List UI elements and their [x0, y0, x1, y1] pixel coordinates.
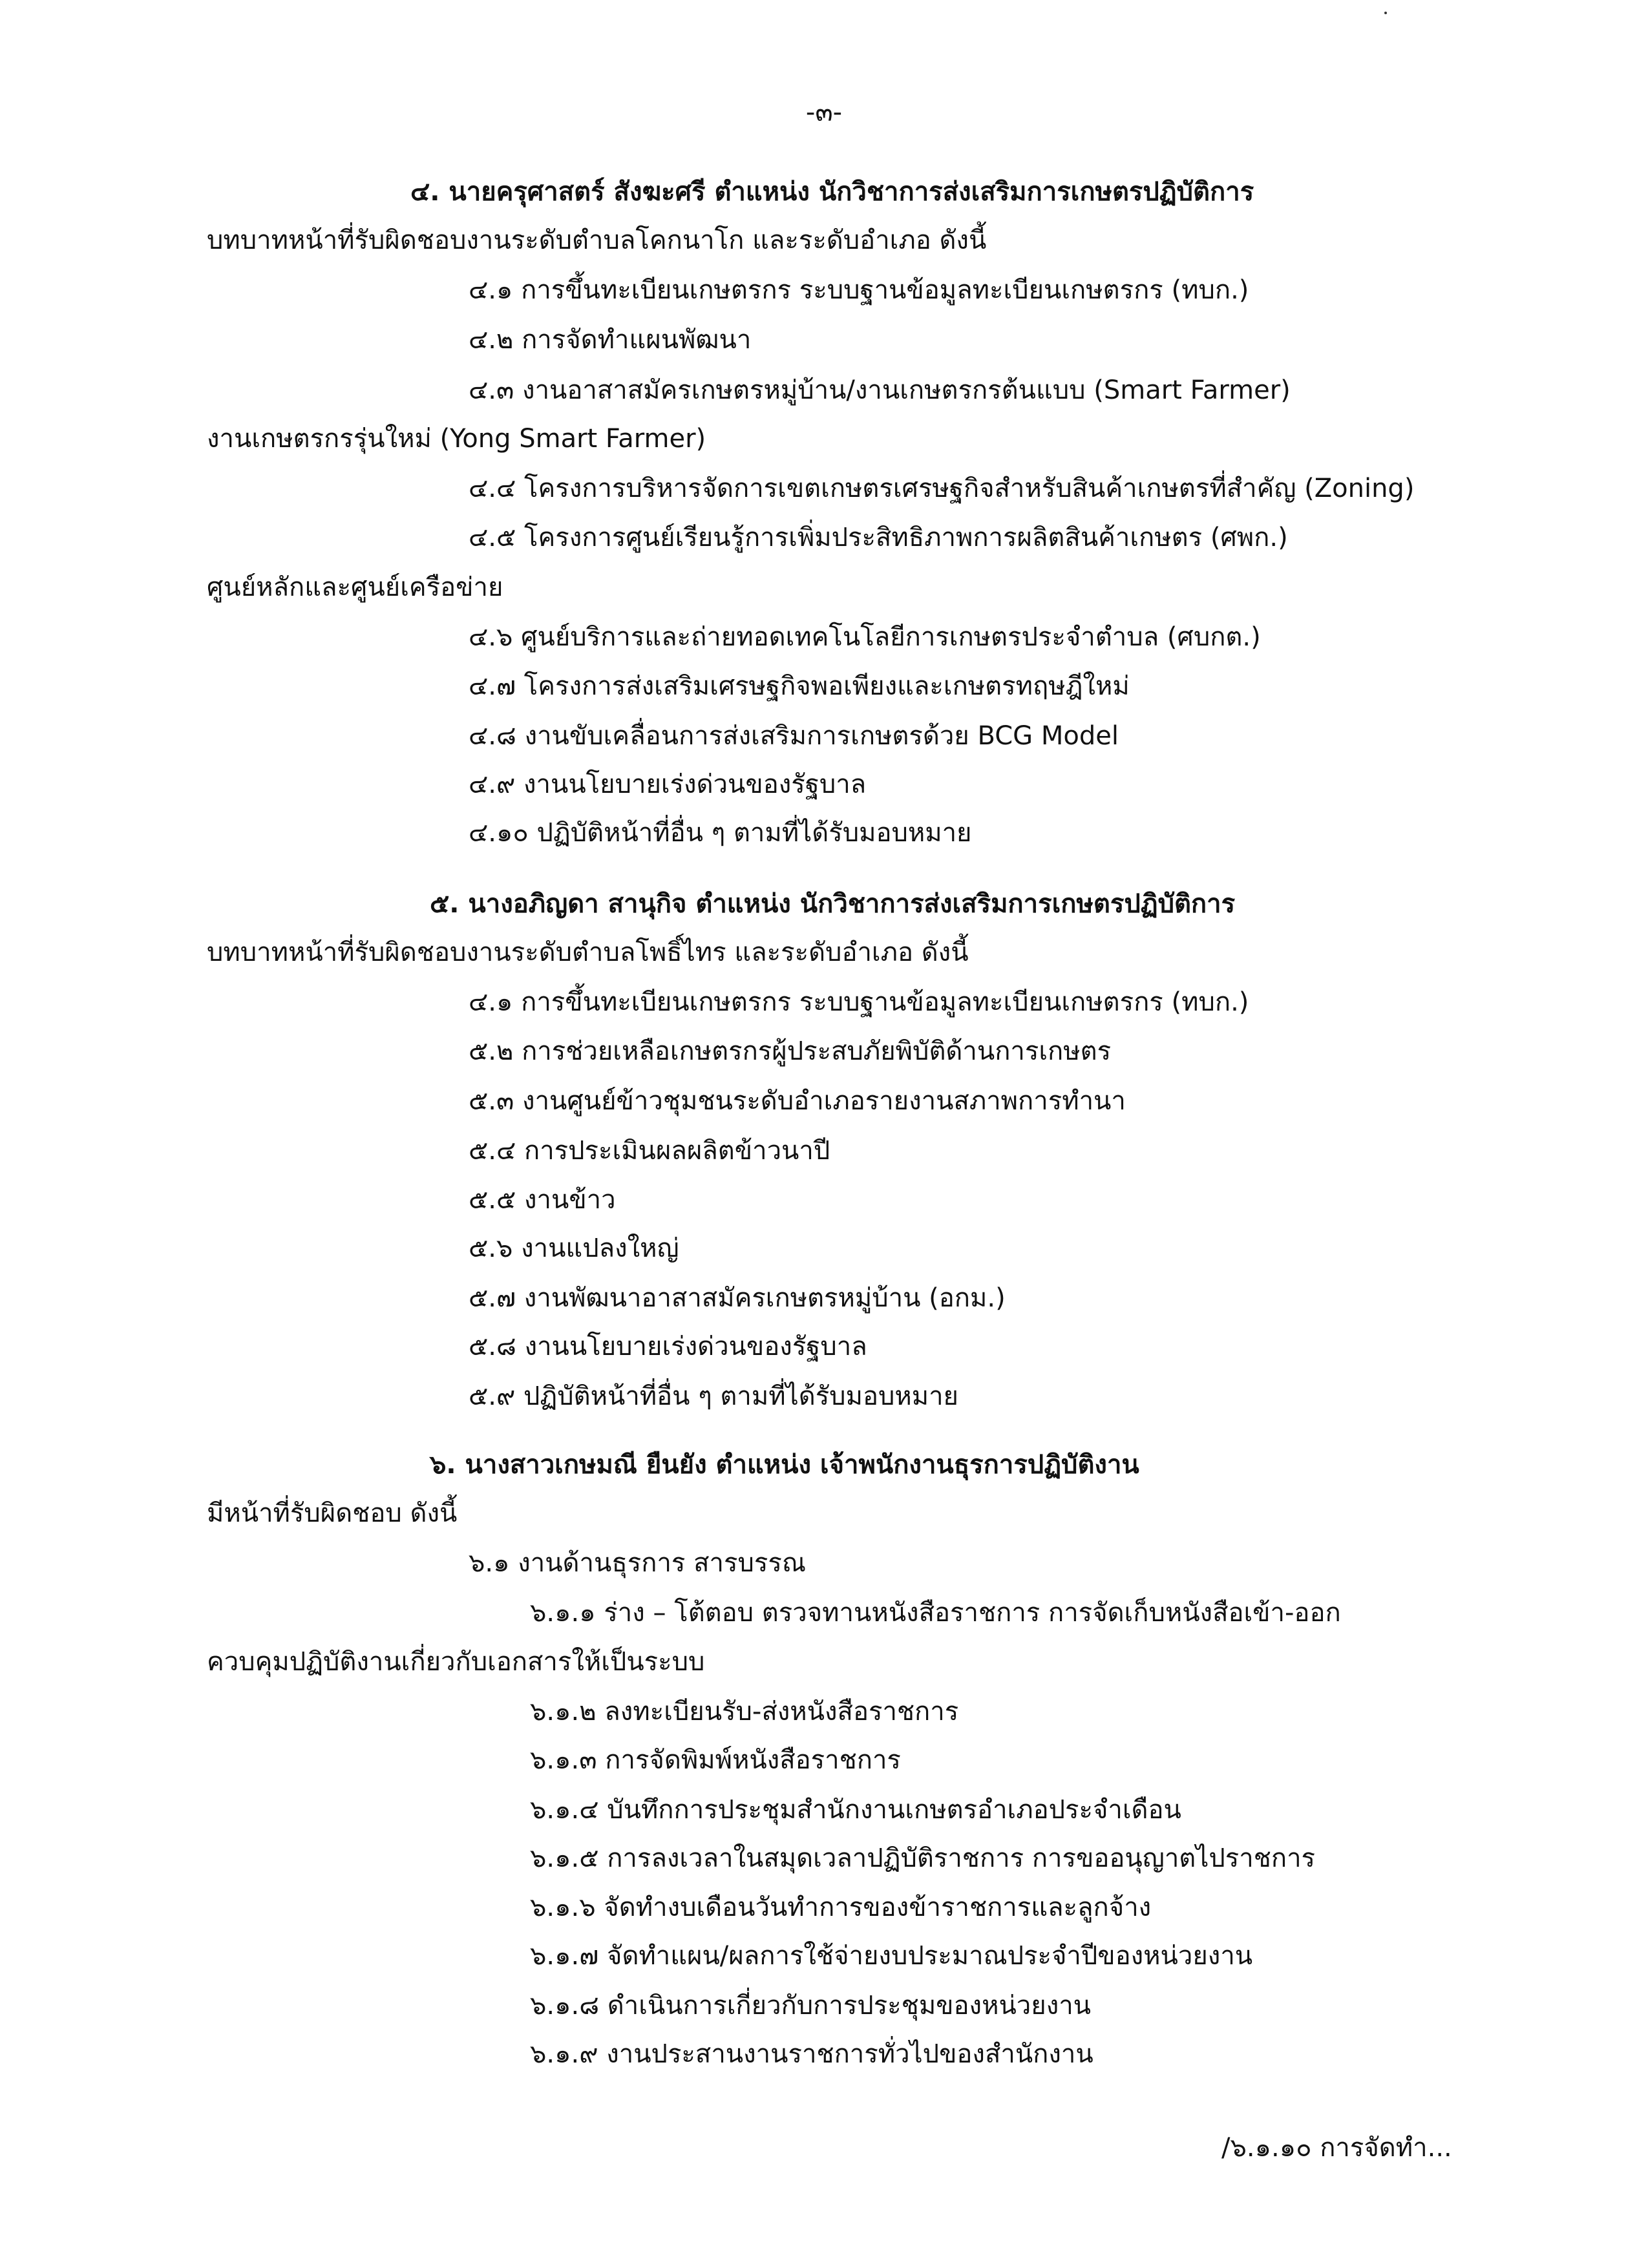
sec4-item: ๔.๑๐ ปฏิบัติหน้าที่อื่น ๆ ตามที่ได้รับมอบหมาย	[469, 818, 972, 848]
sec5-item: ๕.๕ งานข้าว	[469, 1185, 616, 1215]
sec6-item: ๖.๑.๘ ดำเนินการเกี่ยวกับการประชุมของหน่วยงาน	[530, 1991, 1092, 2021]
sec5-item: ๕.๙ ปฏิบัติหน้าที่อื่น ๆ ตามที่ได้รับมอบหมาย	[469, 1381, 958, 1411]
sec6-subheading: ๖.๑ งานด้านธุรการ สารบรรณ	[469, 1548, 806, 1578]
sec5-item: ๕.๗ งานพัฒนาอาสาสมัครเกษตรหมู่บ้าน (อกม.)	[469, 1283, 1006, 1313]
sec5-item: ๔.๑ การขึ้นทะเบียนเกษตรกร ระบบฐานข้อมูลทะเบียนเกษตรกร (ทบก.)	[469, 987, 1249, 1017]
continuation-note: /๖.๑.๑๐ การจัดทำ...	[1221, 2133, 1452, 2163]
sec4-item: ๔.๕ โครงการศูนย์เรียนรู้การเพิ่มประสิทธิภาพการผลิตสินค้าเกษตร (ศพก.)	[469, 523, 1288, 552]
sec4-item: ๔.๑ การขึ้นทะเบียนเกษตรกร ระบบฐานข้อมูลทะเบียนเกษตรกร (ทบก.)	[469, 275, 1249, 305]
sec5-intro: บทบาทหน้าที่รับผิดชอบงานระดับตำบลโพธิ์ไทร และระดับอำเภอ ดังนี้	[207, 938, 969, 967]
sec4-item-cont: งานเกษตรกรรุ่นใหม่ (Yong Smart Farmer)	[207, 424, 706, 454]
sec6-heading: ๖. นางสาวเกษมณี ยืนยัง ตำแหน่ง เจ้าพนักงานธุรการปฏิบัติงาน	[430, 1450, 1139, 1480]
sec6-item: ๖.๑.๖ จัดทำงบเดือนวันทำการของข้าราชการและลูกจ้าง	[530, 1893, 1152, 1922]
sec6-item: ๖.๑.๔ บันทึกการประชุมสำนักงานเกษตรอำเภอประจำเดือน	[530, 1795, 1181, 1825]
sec6-item-cont: ควบคุมปฏิบัติงานเกี่ยวกับเอกสารให้เป็นระบบ	[207, 1647, 705, 1677]
sec4-intro: บทบาทหน้าที่รับผิดชอบงานระดับตำบลโคกนาโก และระดับอำเภอ ดังนี้	[207, 226, 987, 255]
sec6-intro: มีหน้าที่รับผิดชอบ ดังนี้	[207, 1498, 458, 1528]
sec4-item: ๔.๓ งานอาสาสมัครเกษตรหมู่บ้าน/งานเกษตรกรต้นแบบ (Smart Farmer)	[469, 375, 1291, 405]
sec6-item: ๖.๑.๑ ร่าง – โต้ตอบ ตรวจทานหนังสือราชการ การจัดเก็บหนังสือเข้า-ออก	[530, 1598, 1341, 1628]
scan-speck	[1384, 12, 1387, 14]
sec4-item: ๔.๖ ศูนย์บริการและถ่ายทอดเทคโนโลยีการเกษตรประจำตำบล (ศบกต.)	[469, 622, 1261, 652]
sec4-item: ๔.๙ งานนโยบายเร่งด่วนของรัฐบาล	[469, 770, 867, 799]
sec5-item: ๕.๖ งานแปลงใหญ่	[469, 1234, 679, 1263]
sec6-item: ๖.๑.๙ งานประสานงานราชการทั่วไปของสำนักงาน	[530, 2039, 1093, 2069]
sec4-heading: ๔. นายครุศาสตร์ สังฆะศรี ตำแหน่ง นักวิชาการส่งเสริมการเกษตรปฏิบัติการ	[410, 177, 1254, 207]
sec5-heading: ๕. นางอภิญดา สานุกิจ ตำแหน่ง นักวิชาการส่งเสริมการเกษตรปฏิบัติการ	[430, 889, 1236, 919]
sec5-item: ๕.๔ การประเมินผลผลิตข้าวนาปี	[469, 1136, 830, 1166]
sec4-item-cont: ศูนย์หลักและศูนย์เครือข่าย	[207, 572, 503, 602]
page-number: -๓-	[805, 98, 843, 127]
sec6-item: ๖.๑.๗ จัดทำแผน/ผลการใช้จ่ายงบประมาณประจำปีของหน่วยงาน	[530, 1941, 1253, 1971]
sec4-item: ๔.๗ โครงการส่งเสริมเศรษฐกิจพอเพียงและเกษตรทฤษฎีใหม่	[469, 671, 1130, 701]
sec6-item: ๖.๑.๓ การจัดพิมพ์หนังสือราชการ	[530, 1745, 901, 1775]
sec6-item: ๖.๑.๒ ลงทะเบียนรับ-ส่งหนังสือราชการ	[530, 1697, 959, 1727]
sec5-item: ๕.๓ งานศูนย์ข้าวชุมชนระดับอำเภอรายงานสภาพการทำนา	[469, 1086, 1126, 1116]
sec5-item: ๕.๘ งานนโยบายเร่งด่วนของรัฐบาล	[469, 1332, 867, 1361]
sec4-item: ๔.๘ งานขับเคลื่อนการส่งเสริมการเกษตรด้วย BCG Model	[469, 721, 1119, 751]
sec6-item: ๖.๑.๕ การลงเวลาในสมุดเวลาปฏิบัติราชการ การขออนุญาตไปราชการ	[530, 1843, 1316, 1873]
sec4-item: ๔.๔ โครงการบริหารจัดการเขตเกษตรเศรษฐกิจสำหรับสินค้าเกษตรที่สำคัญ (Zoning)	[469, 474, 1415, 503]
sec4-item: ๔.๒ การจัดทำแผนพัฒนา	[469, 325, 752, 355]
sec5-item: ๕.๒ การช่วยเหลือเกษตรกรผู้ประสบภัยพิบัติด้านการเกษตร	[469, 1036, 1112, 1066]
